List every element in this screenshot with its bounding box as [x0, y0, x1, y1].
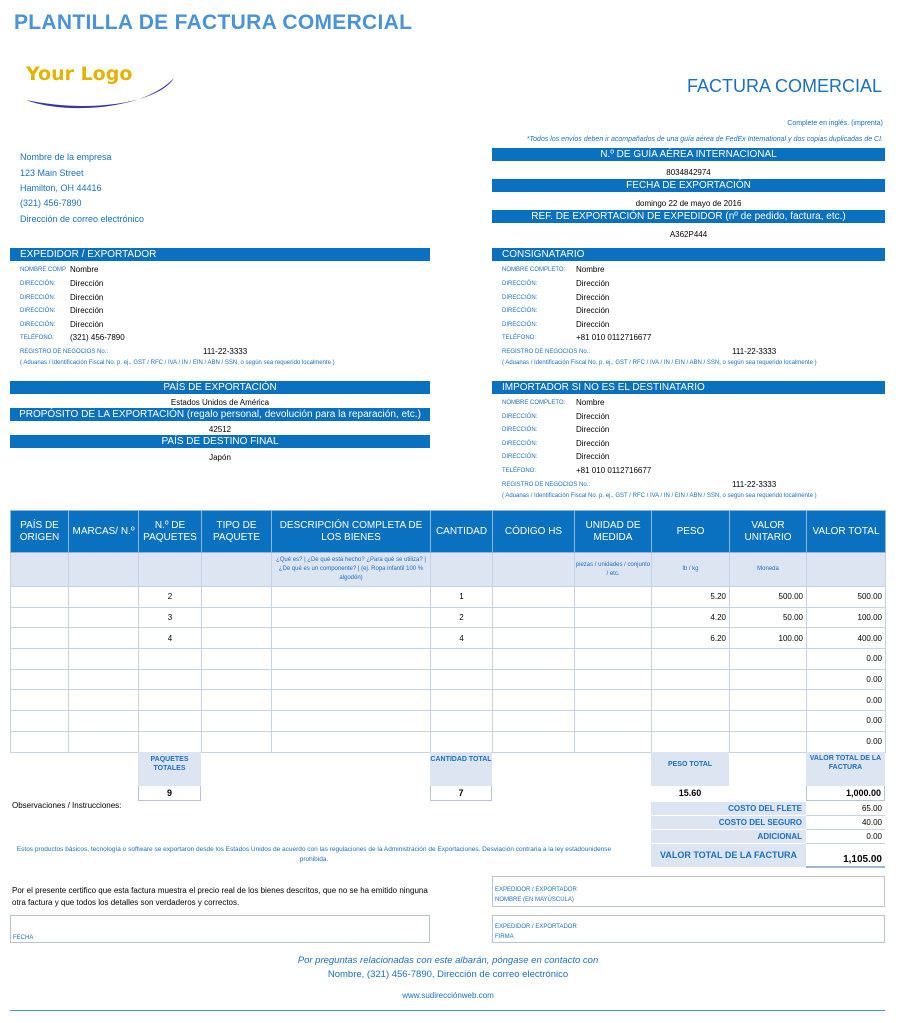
table-cell[interactable]: 3 [139, 607, 202, 628]
shipper-name-label: NOMBRE COMP [20, 267, 67, 273]
footer-divider [10, 1010, 885, 1011]
export-country-label: PAÍS DE EXPORTACIÓN [10, 381, 430, 394]
importer-addr4[interactable]: Dirección [576, 452, 610, 461]
table-cell[interactable]: 50.00 [730, 607, 807, 628]
col-header-origin: PAÍS DE ORIGEN [11, 511, 69, 553]
export-ref-label: REF. DE EXPORTACIÓN DE EXPEDIDOR (nº de pedido, factura, etc.) [492, 210, 885, 223]
table-cell[interactable] [493, 731, 575, 752]
additional-value[interactable]: 0.00 [806, 830, 885, 844]
col-header-description: DESCRIPCIÓN COMPLETA DE LOS BIENES [272, 511, 431, 553]
table-cell[interactable]: 1 [431, 587, 493, 608]
table-cell[interactable] [202, 607, 272, 628]
col-header-total-value: VALOR TOTAL [807, 511, 886, 553]
sign1-line1: EXPEDIDOR / EXPORTADOR [495, 887, 577, 893]
table-row [11, 669, 886, 690]
table-cell[interactable] [272, 587, 431, 608]
importer-reg-value[interactable]: 111-22-3333 [732, 480, 777, 489]
total-packages-label: PAQUETES TOTALES [138, 752, 201, 786]
table-cell[interactable] [575, 628, 652, 649]
table-row [11, 628, 886, 649]
grand-total-label: VALOR TOTAL DE LA FACTURA [651, 844, 806, 868]
table-cell[interactable]: 4 [431, 628, 493, 649]
table-row [11, 731, 886, 752]
sign2-line1: EXPEDIDOR / EXPORTADOR [495, 924, 577, 930]
table-cell[interactable] [431, 649, 493, 670]
consignee-addr1[interactable]: Dirección [576, 279, 610, 288]
hint-currency: Moneda [730, 553, 807, 587]
table-cell[interactable] [139, 669, 202, 690]
table-cell[interactable]: 100.00 [807, 607, 886, 628]
document-title: FACTURA COMERCIAL [686, 76, 882, 96]
grand-total-value[interactable]: 1,105.00 [806, 844, 885, 868]
importer-addr-label: DIRECCIÓN: [502, 414, 538, 420]
shipper-addr3[interactable]: Dirección [70, 306, 104, 315]
complete-note: Complete en inglés. (imprenta) [787, 120, 883, 127]
company-name: Nombre de la empresa [20, 152, 112, 162]
table-cell[interactable] [202, 669, 272, 690]
items-table [10, 510, 886, 753]
table-cell[interactable] [730, 711, 807, 732]
shipper-title: EXPEDIDOR / EXPORTADOR [10, 248, 430, 261]
table-cell[interactable] [11, 587, 69, 608]
page-title: PLANTILLA DE FACTURA COMERCIAL [14, 11, 413, 34]
table-cell[interactable] [202, 587, 272, 608]
importer-addr3[interactable]: Dirección [576, 439, 610, 448]
total-packages-value[interactable]: 9 [138, 786, 201, 801]
table-cell[interactable] [652, 669, 730, 690]
shipper-reg-note: ( Aduanas / Identificación Fiscal No. p. ej., GST / RFC / IVA / IN / EIN / ABN / SSN, o según sea requerido localmente ) [20, 360, 335, 366]
table-cell[interactable] [139, 690, 202, 711]
table-cell[interactable]: 500.00 [730, 587, 807, 608]
awb-value[interactable]: 8034842974 [666, 168, 711, 177]
consignee-phone-label: TELÉFONO: [502, 335, 537, 341]
hint-cell [807, 553, 886, 587]
company-city: Hamilton, OH 44416 [20, 183, 102, 193]
date-label: FECHA [13, 935, 34, 941]
col-header-unit-value: VALOR UNITARIO [730, 511, 807, 553]
consignee-addr3[interactable]: Dirección [576, 306, 610, 315]
export-date-label: FECHA DE EXPORTACIÓN [492, 179, 885, 192]
table-cell[interactable]: 0.00 [807, 649, 886, 670]
col-header-package-type: TIPO DE PAQUETE [202, 511, 272, 553]
table-cell[interactable] [202, 690, 272, 711]
table-row [11, 587, 886, 608]
insurance-label: COSTO DEL SEGURO [651, 816, 806, 830]
table-cell[interactable] [493, 711, 575, 732]
table-cell[interactable] [69, 690, 139, 711]
logo [22, 58, 182, 114]
table-cell[interactable] [493, 690, 575, 711]
awb-label: N.º DE GUÍA AÉREA INTERNACIONAL [492, 148, 885, 161]
table-cell[interactable] [139, 731, 202, 752]
shipper-addr-label: DIRECCIÓN: [20, 295, 56, 301]
importer-addr-label: DIRECCIÓN: [502, 441, 538, 447]
table-cell[interactable]: 2 [139, 587, 202, 608]
consignee-addr-label: DIRECCIÓN: [502, 322, 538, 328]
table-cell[interactable] [730, 690, 807, 711]
table-cell[interactable]: 500.00 [807, 587, 886, 608]
invoice-subtotal-value[interactable]: 1,000.00 [806, 786, 885, 801]
date-field[interactable] [10, 915, 430, 943]
table-cell[interactable] [730, 731, 807, 752]
table-cell[interactable] [575, 711, 652, 732]
consignee-name-label: NOMBRE COMPLETO: [502, 267, 566, 273]
table-cell[interactable] [431, 731, 493, 752]
table-cell[interactable] [575, 669, 652, 690]
shipper-reg-value[interactable]: 111-22-3333 [203, 347, 248, 356]
footer-contact-line: Por preguntas relacionadas con este albarán, póngase en contacto con [297, 955, 599, 966]
importer-addr1[interactable]: Dirección [576, 412, 610, 421]
table-cell[interactable] [652, 731, 730, 752]
table-cell[interactable] [431, 711, 493, 732]
col-header-hs-code: CÓDIGO HS [493, 511, 575, 553]
hint-description: ¿Qué es? | ¿De qué está hecho? ¿Para qué se utiliza? | ¿De qué es un componente? | (ej. Ropa infantil 100 % algodón) [272, 553, 431, 587]
table-cell[interactable] [431, 690, 493, 711]
table-cell[interactable] [202, 649, 272, 670]
table-cell[interactable] [575, 731, 652, 752]
table-cell[interactable] [11, 669, 69, 690]
export-purpose-value[interactable]: 42512 [208, 425, 232, 434]
table-cell[interactable]: 0.00 [807, 731, 886, 752]
footer-contact-info: Nombre, (321) 456-7890, Dirección de correo electrónico [327, 969, 569, 980]
table-cell[interactable] [730, 669, 807, 690]
table-cell[interactable] [202, 731, 272, 752]
fedex-note: *Todos los envíos deben ir acompañados de una guía aérea de FedEx International y dos copias duplicadas de CI. [526, 136, 883, 143]
company-email: Dirección de correo electrónico [20, 214, 145, 224]
footer-website[interactable]: www.sudirecciónweb.com [402, 991, 494, 1000]
sign1-line2: NOMBRE (EN MAYÚSCULA) [495, 897, 574, 903]
table-cell[interactable] [493, 607, 575, 628]
table-cell[interactable]: 4.20 [652, 607, 730, 628]
table-cell[interactable] [575, 587, 652, 608]
export-ref-value[interactable]: A362P444 [669, 230, 708, 239]
shipper-addr-label: DIRECCIÓN: [20, 308, 56, 314]
table-cell[interactable] [652, 690, 730, 711]
hint-unit: piezas / unidades / conjunto / etc. [575, 553, 652, 587]
table-cell[interactable] [139, 711, 202, 732]
consignee-title: CONSIGNATARIO [492, 248, 885, 261]
table-cell[interactable] [11, 711, 69, 732]
consignee-name[interactable]: Nombre [576, 265, 605, 274]
table-cell[interactable] [11, 607, 69, 628]
table-cell[interactable] [493, 628, 575, 649]
importer-reg-note: ( Aduanas / Identificación Fiscal No. p. ej., GST / RFC / IVA / IN / EIN / ABN / SSN, o según sea requerido localmente ) [502, 493, 817, 499]
table-cell[interactable]: 4 [139, 628, 202, 649]
table-cell[interactable] [202, 628, 272, 649]
notes-label: Observaciones / Instrucciones: [12, 801, 122, 810]
consignee-addr-label: DIRECCIÓN: [502, 281, 538, 287]
col-header-unit: UNIDAD DE MEDIDA [575, 511, 652, 553]
importer-title: IMPORTADOR SI NO ES EL DESTINATARIO [492, 381, 885, 394]
total-weight-label: PESO TOTAL [651, 752, 729, 786]
table-cell[interactable] [11, 731, 69, 752]
table-cell[interactable] [493, 669, 575, 690]
table-cell[interactable]: 6.20 [652, 628, 730, 649]
table-cell[interactable] [11, 628, 69, 649]
consignee-addr-label: DIRECCIÓN: [502, 295, 538, 301]
destination-value[interactable]: Japón [209, 453, 231, 462]
table-row [11, 649, 886, 670]
export-date-value[interactable]: domingo 22 de mayo de 2016 [635, 199, 742, 208]
consignee-addr-label: DIRECCIÓN: [502, 308, 538, 314]
table-cell[interactable] [493, 649, 575, 670]
export-country-value[interactable]: Estados Unidos de América [170, 398, 270, 407]
table-cell[interactable] [652, 711, 730, 732]
table-cell[interactable] [272, 628, 431, 649]
table-row [11, 711, 886, 732]
table-cell[interactable] [272, 649, 431, 670]
insurance-value[interactable]: 40.00 [806, 816, 885, 830]
importer-addr-label: DIRECCIÓN: [502, 427, 538, 433]
shipper-addr-label: DIRECCIÓN: [20, 322, 56, 328]
table-cell[interactable] [139, 649, 202, 670]
invoice-subtotal-label: VALOR TOTAL DE LA FACTURA [806, 752, 885, 786]
certification-text: Por el presente certifico que esta factura muestra el precio real de los bienes descritos, que no se ha emitido ninguna otra factura y que todos los detalles son verdaderos y correctos. [12, 886, 428, 907]
table-cell[interactable] [69, 711, 139, 732]
table-cell[interactable] [730, 649, 807, 670]
importer-phone-label: TELÉFONO: [502, 468, 537, 474]
table-cell[interactable] [69, 731, 139, 752]
importer-name-label: NOMBRE COMPLETO: [502, 400, 566, 406]
table-header-row [11, 511, 886, 553]
importer-name[interactable]: Nombre [576, 398, 605, 407]
table-cell[interactable] [575, 690, 652, 711]
table-cell[interactable]: 0.00 [807, 669, 886, 690]
table-cell[interactable]: 0.00 [807, 711, 886, 732]
shipper-addr1[interactable]: Dirección [70, 279, 104, 288]
hint-cell [431, 553, 493, 587]
importer-reg-label: REGISTRO DE NEGOCIOS No.: [502, 482, 591, 488]
shipper-name[interactable]: Nombre [70, 265, 99, 274]
shipper-reg-label: REGISTRO DE NEGOCIOS No.: [20, 349, 109, 355]
col-header-quantity: CANTIDAD [431, 511, 493, 553]
table-cell[interactable] [431, 669, 493, 690]
table-cell[interactable]: 5.20 [652, 587, 730, 608]
total-quantity-label: CANTIDAD TOTAL [430, 752, 492, 786]
freight-value[interactable]: 65.00 [806, 802, 885, 816]
shipper-phone-label: TELÉFONO: [20, 335, 55, 341]
shipper-addr-label: DIRECCIÓN: [20, 281, 56, 287]
table-row [11, 607, 886, 628]
table-cell[interactable] [202, 711, 272, 732]
shipper-phone[interactable]: (321) 456-7890 [70, 333, 125, 342]
freight-label: COSTO DEL FLETE [651, 802, 806, 816]
table-cell[interactable]: 400.00 [807, 628, 886, 649]
table-cell[interactable] [11, 649, 69, 670]
logo-text: Your Logo [26, 63, 133, 85]
consignee-reg-value[interactable]: 111-22-3333 [732, 347, 777, 356]
table-cell[interactable] [493, 587, 575, 608]
table-cell[interactable] [272, 669, 431, 690]
consignee-reg-label: REGISTRO DE NEGOCIOS No.: [502, 349, 591, 355]
hint-cell [139, 553, 202, 587]
col-header-marks: MARCAS/ N.º [69, 511, 139, 553]
table-cell[interactable] [272, 711, 431, 732]
destination-label: PAÍS DE DESTINO FINAL [10, 435, 430, 448]
table-cell[interactable] [272, 690, 431, 711]
sign2-line2: FIRMA [495, 934, 514, 940]
consignee-addr4[interactable]: Dirección [576, 320, 610, 329]
table-cell[interactable] [69, 628, 139, 649]
col-header-weight: PESO [652, 511, 730, 553]
table-cell[interactable] [652, 649, 730, 670]
company-street: 123 Main Street [20, 168, 84, 178]
company-phone: (321) 456-7890 [20, 198, 82, 208]
consignee-phone[interactable]: +81 010 0112716677 [576, 333, 652, 342]
additional-label: ADICIONAL [651, 830, 806, 844]
hint-cell [11, 553, 69, 587]
table-cell[interactable] [272, 607, 431, 628]
table-hint-row [11, 553, 886, 587]
shipper-addr4[interactable]: Dirección [70, 320, 104, 329]
importer-addr-label: DIRECCIÓN: [502, 454, 538, 460]
importer-addr2[interactable]: Dirección [576, 425, 610, 434]
total-weight-value[interactable]: 15.60 [678, 788, 702, 798]
total-quantity-value[interactable]: 7 [430, 786, 492, 801]
table-cell[interactable] [272, 731, 431, 752]
table-cell[interactable] [69, 607, 139, 628]
table-cell[interactable] [11, 690, 69, 711]
table-cell[interactable] [69, 669, 139, 690]
hint-weight: lb / kg [652, 553, 730, 587]
table-cell[interactable] [575, 607, 652, 628]
table-cell[interactable]: 100.00 [730, 628, 807, 649]
notes-text[interactable]: Estos productos básicos, tecnología o software se exportaron desde los Estados Unidos de acuerdo con las regulaciones de la Administración de Exportaciones. Desviación contraria a la ley estadounidense prohibida. [16, 846, 612, 863]
hint-cell [202, 553, 272, 587]
consignee-reg-note: ( Aduanas / Identificación Fiscal No. p. ej., GST / RFC / IVA / IN / EIN / ABN / SSN, o según sea requerido localmente ) [502, 360, 817, 366]
hint-cell [69, 553, 139, 587]
table-cell[interactable]: 0.00 [807, 690, 886, 711]
col-header-packages: N.º DE PAQUETES [139, 511, 202, 553]
shipper-name-field[interactable] [492, 876, 885, 907]
consignee-addr2[interactable]: Dirección [576, 293, 610, 302]
signature-field[interactable] [492, 915, 885, 943]
importer-phone[interactable]: +81 010 0112716677 [576, 466, 652, 475]
export-purpose-label: PROPÓSITO DE LA EXPORTACIÓN (regalo personal, devolución para la reparación, etc.) [10, 408, 430, 421]
table-row [11, 690, 886, 711]
table-cell[interactable]: 2 [431, 607, 493, 628]
table-cell[interactable] [575, 649, 652, 670]
table-cell[interactable] [69, 649, 139, 670]
hint-cell [493, 553, 575, 587]
table-cell[interactable] [69, 587, 139, 608]
shipper-addr2[interactable]: Dirección [70, 293, 104, 302]
